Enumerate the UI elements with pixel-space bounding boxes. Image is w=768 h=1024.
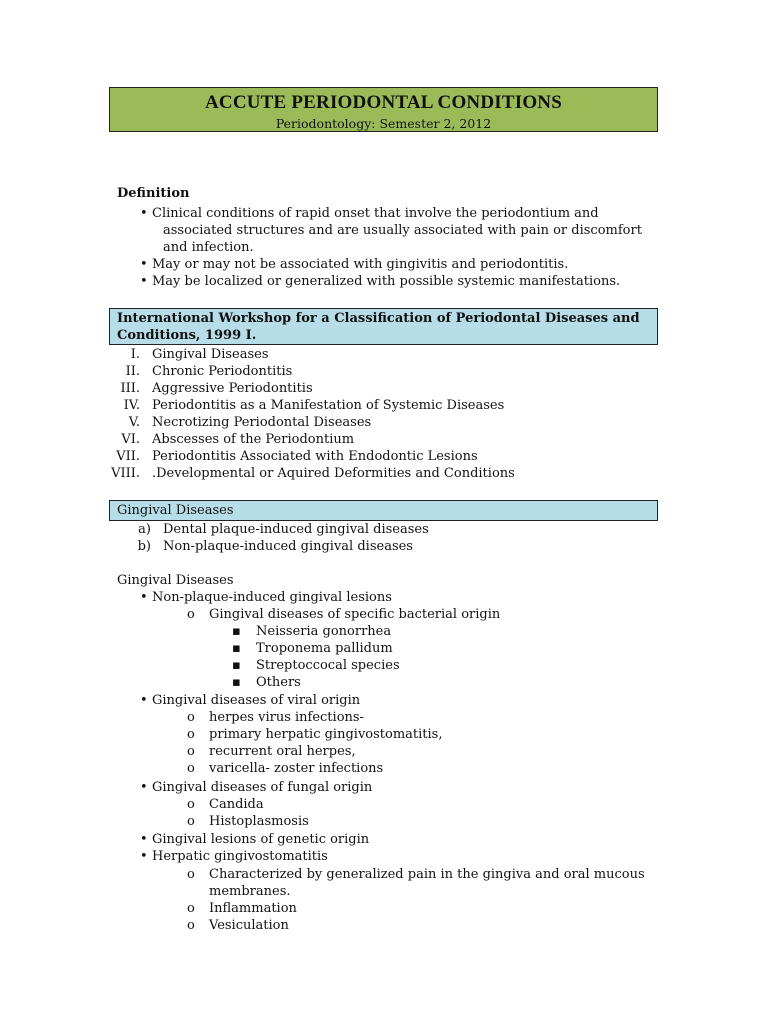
- list-item: Periodontitis Associated with Endodontic Lesions: [152, 449, 478, 464]
- bullet-icon: •: [140, 832, 148, 847]
- list-item: Gingival diseases of specific bacterial origin: [209, 607, 501, 622]
- list-item: Histoplasmosis: [209, 814, 309, 829]
- list-item: Troponema pallidum: [256, 641, 393, 656]
- circle-bullet-icon: o: [187, 607, 195, 622]
- list-item: Streptoccocal species: [256, 658, 400, 673]
- definition-text: May or may not be associated with gingivitis and periodontitis.: [152, 257, 569, 272]
- list-item: .Developmental or Aquired Deformities and Conditions: [152, 466, 515, 481]
- definition-heading: Definition: [117, 186, 190, 201]
- list-item: herpes virus infections-: [209, 710, 364, 725]
- list-number: III.: [120, 381, 140, 396]
- list-item: Others: [256, 675, 301, 690]
- circle-bullet-icon: o: [187, 727, 195, 742]
- list-item: Gingival Diseases: [152, 347, 269, 362]
- page-title: ACCUTE PERIODONTAL CONDITIONS: [204, 92, 562, 113]
- circle-bullet-icon: o: [187, 814, 195, 829]
- list-item: Periodontitis as a Manifestation of Systemic Diseases: [152, 398, 505, 413]
- list-number: a): [138, 522, 151, 537]
- gingival-heading: Gingival Diseases: [117, 503, 234, 518]
- list-item: primary herpatic gingivostomatitis,: [209, 727, 443, 742]
- list-number: VI.: [121, 432, 140, 447]
- bullet-icon: •: [140, 849, 148, 864]
- square-bullet-icon: ▪: [232, 624, 241, 639]
- bullet-icon: •: [140, 257, 148, 272]
- circle-bullet-icon: o: [187, 710, 195, 725]
- circle-bullet-icon: o: [187, 901, 195, 916]
- list-number: VII.: [116, 449, 140, 464]
- square-bullet-icon: ▪: [232, 675, 241, 690]
- circle-bullet-icon: o: [187, 761, 195, 776]
- bullet-icon: •: [140, 590, 148, 605]
- list-item: recurrent oral herpes,: [209, 744, 356, 759]
- page-subtitle: Periodontology: Semester 2, 2012: [275, 116, 492, 131]
- list-item: Gingival diseases of fungal origin: [152, 780, 373, 795]
- list-item: Non-plaque-induced gingival lesions: [152, 590, 392, 605]
- list-item: Aggressive Periodontitis: [152, 381, 313, 396]
- list-number: IV.: [123, 398, 140, 413]
- list-item: Necrotizing Periodontal Diseases: [152, 415, 372, 430]
- definition-text: Clinical conditions of rapid onset that involve the periodontium and: [152, 206, 599, 221]
- list-item: Gingival diseases of viral origin: [152, 693, 361, 708]
- list-number: V.: [128, 415, 140, 430]
- list-item: varicella- zoster infections: [209, 761, 384, 776]
- definition-text: May be localized or generalized with possible systemic manifestations.: [152, 274, 621, 289]
- list-item: membranes.: [209, 884, 291, 899]
- list-item: Abscesses of the Periodontium: [152, 432, 355, 447]
- definition-text: associated structures and are usually associated with pain or discomfort: [163, 223, 642, 238]
- list-item: Herpatic gingivostomatitis: [152, 849, 328, 864]
- circle-bullet-icon: o: [187, 744, 195, 759]
- circle-bullet-icon: o: [187, 867, 195, 882]
- list-number: VIII.: [111, 466, 140, 481]
- list-item: Candida: [209, 797, 264, 812]
- square-bullet-icon: ▪: [232, 641, 241, 656]
- bullet-icon: •: [140, 780, 148, 795]
- bullet-icon: •: [140, 693, 148, 708]
- list-number: I.: [130, 347, 140, 362]
- list-item: Gingival lesions of genetic origin: [152, 832, 370, 847]
- list-item: Characterized by generalized pain in the gingiva and oral mucous: [209, 867, 645, 882]
- workshop-heading: International Workshop for a Classification of Periodontal Diseases and: [117, 311, 640, 326]
- list-item: Non-plaque-induced gingival diseases: [163, 539, 413, 554]
- list-number: b): [137, 539, 151, 554]
- circle-bullet-icon: o: [187, 797, 195, 812]
- square-bullet-icon: ▪: [232, 658, 241, 673]
- list-number: II.: [125, 364, 140, 379]
- list-item: Dental plaque-induced gingival diseases: [163, 522, 429, 537]
- circle-bullet-icon: o: [187, 918, 195, 933]
- title-box: [109, 87, 658, 132]
- bullet-icon: •: [140, 274, 148, 289]
- list-item: Neisseria gonorrhea: [256, 624, 392, 639]
- definition-text: and infection.: [163, 240, 254, 255]
- list-item: Inflammation: [209, 901, 297, 916]
- gingival-detail-heading: Gingival Diseases: [117, 573, 234, 588]
- workshop-heading-box: [109, 308, 658, 345]
- gingival-heading-box: [109, 500, 658, 521]
- list-item: Vesiculation: [209, 918, 289, 933]
- workshop-heading: Conditions, 1999 I.: [117, 328, 257, 343]
- bullet-icon: •: [140, 206, 148, 221]
- list-item: Chronic Periodontitis: [152, 364, 293, 379]
